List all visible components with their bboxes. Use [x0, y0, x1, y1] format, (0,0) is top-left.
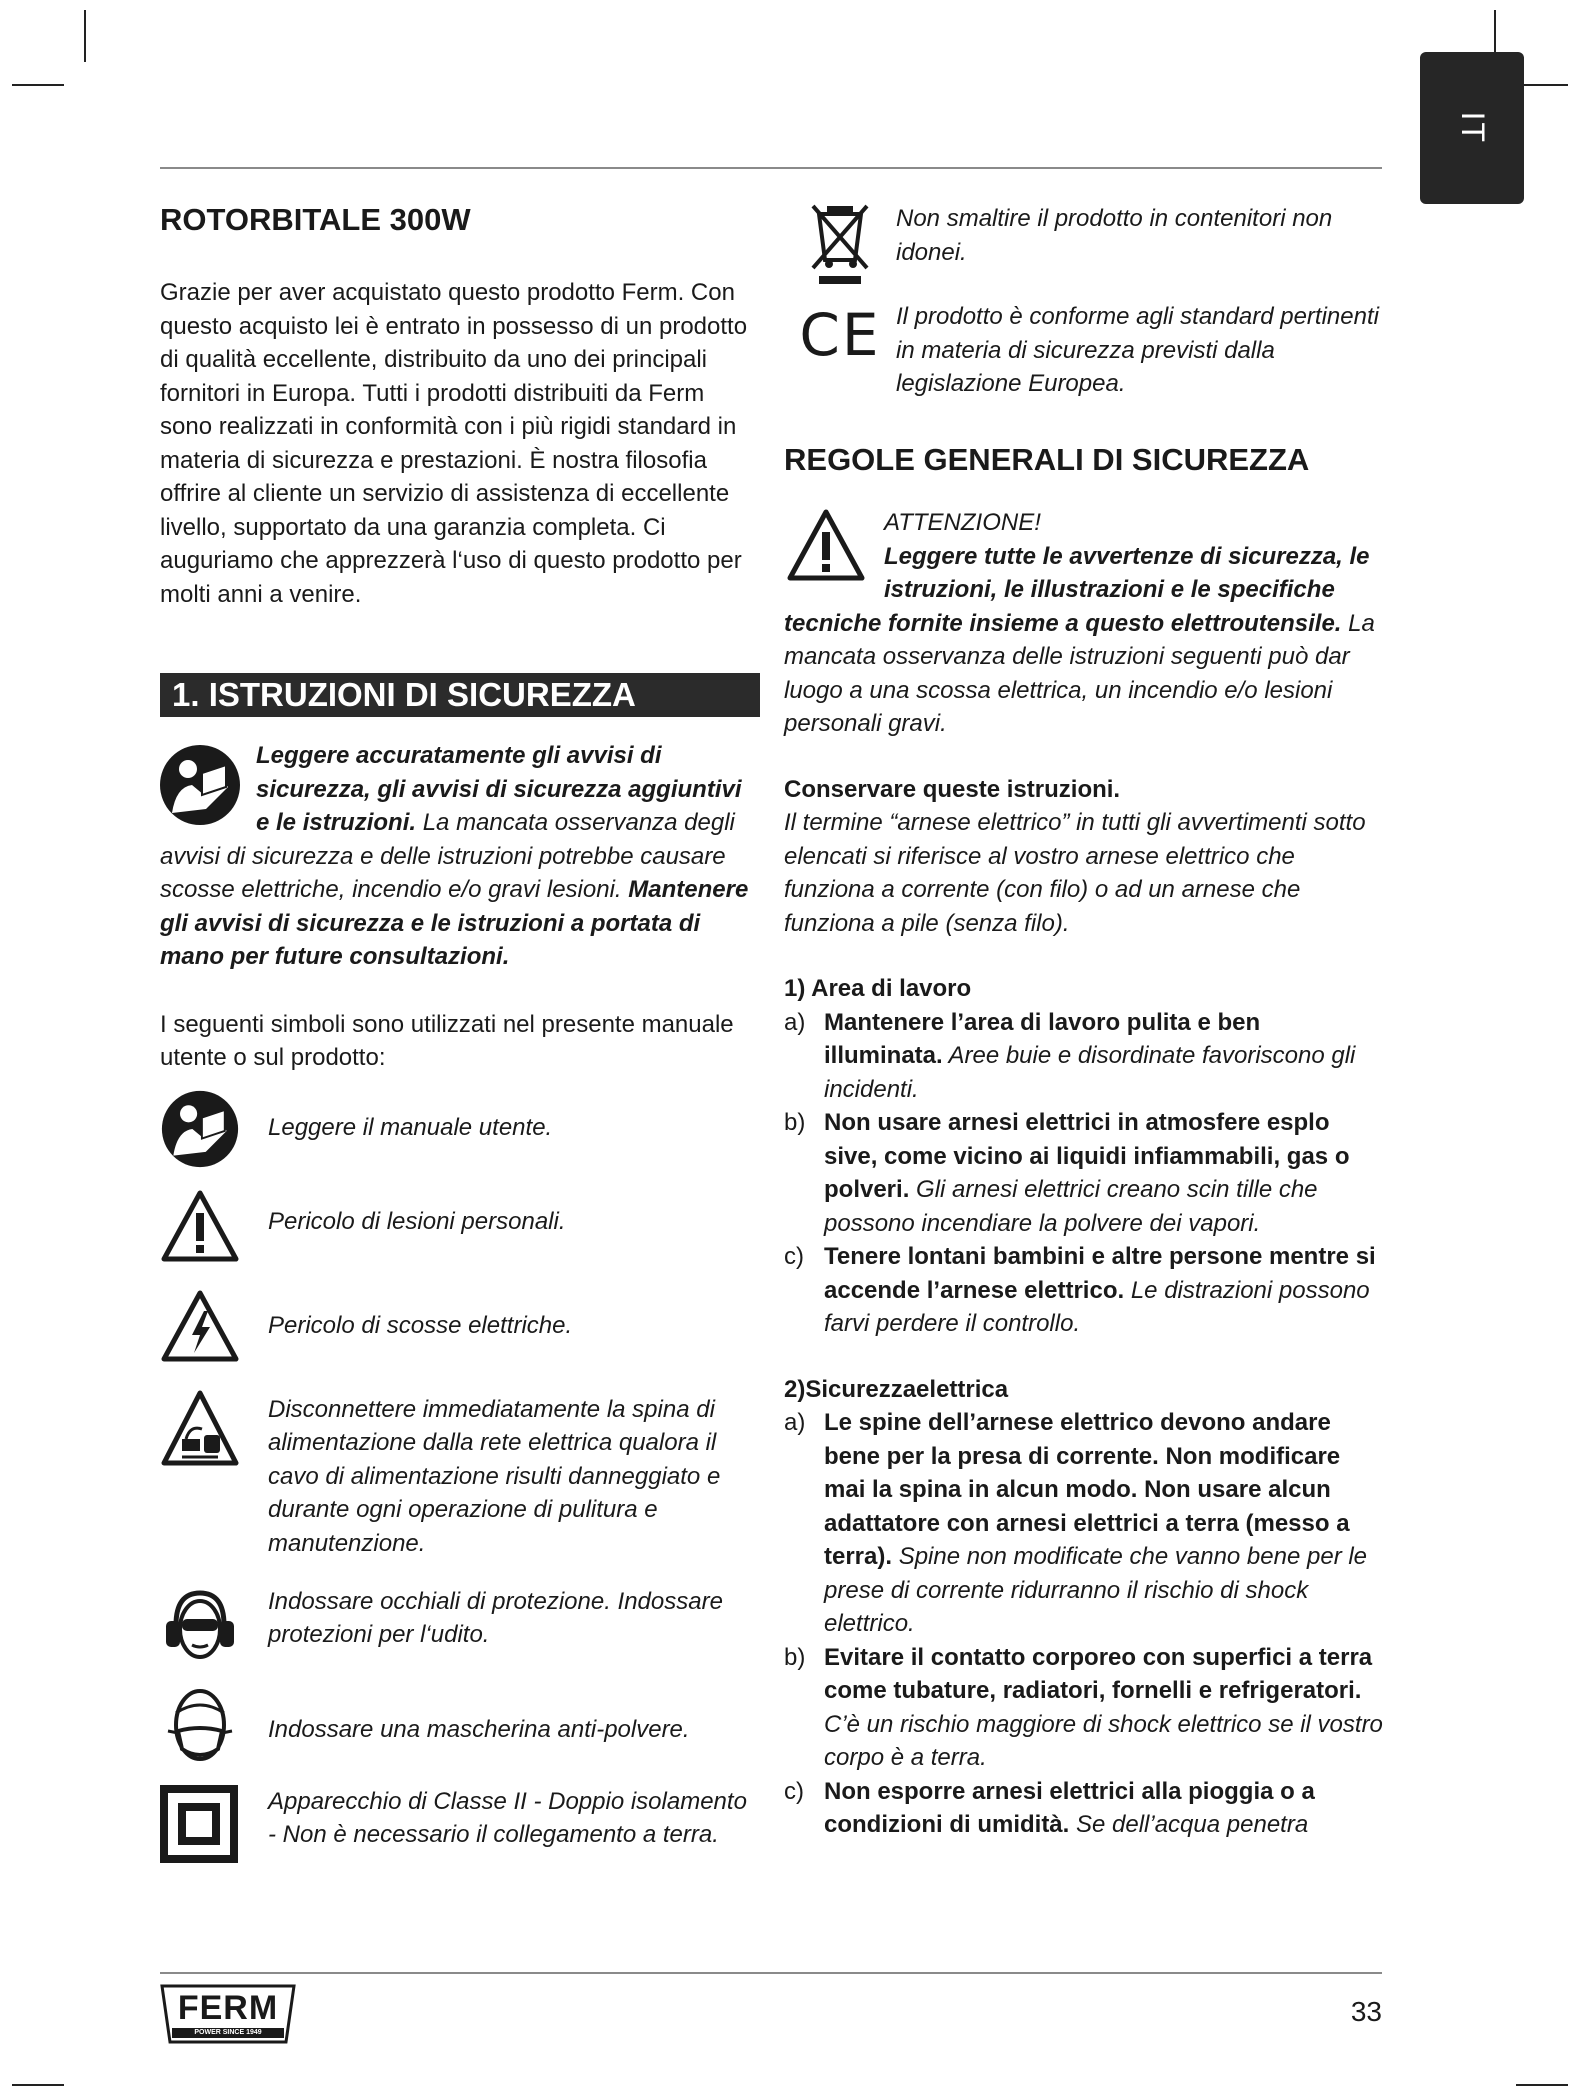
right-column	[784, 200, 1384, 1842]
list-item: a) Mantenere l’area di lavoro pulita e ben illuminata. Aree buie e disordinate favoriscono gli incidenti.	[784, 1008, 1356, 1103]
dust-mask-icon	[160, 1685, 240, 1765]
read-bold-text: Leggere accuratamente gli avvisi di sicurezza, gli avvisi di sicurezza aggiuntivi e le istruzioni.	[256, 742, 742, 836]
electrical-safety-list	[784, 1406, 1384, 1842]
attention-label: ATTENZIONE!	[884, 509, 1041, 536]
electric-shock-icon	[160, 1289, 240, 1363]
work-area-list	[784, 1006, 1384, 1341]
weee-row	[784, 200, 1384, 300]
crop-mark	[12, 2084, 64, 2086]
list-item: b) Non usare arnesi elettrici in atmosfere esplo sive, come vicino ai liquidi infiammabili, gas o polveri. Gli arnesi elettrici creano scin tille che possono incendiare la polvere dei vapori.	[784, 1109, 1350, 1237]
symbol-text: Leggere il manuale utente.	[268, 1113, 553, 1141]
list-item: c) Tenere lontani bambini e altre persone mentre si accende l’arnese elettrico. Le distrazioni possono farvi perdere il controllo.	[784, 1243, 1376, 1337]
attention-block	[784, 506, 1384, 741]
symbol-text: Pericolo di lesioni personali.	[268, 1207, 566, 1235]
symbol-row	[160, 1389, 760, 1585]
class-ii-icon	[160, 1785, 238, 1863]
crossed-bin-icon	[807, 200, 873, 284]
goggles-earmuffs-icon	[160, 1585, 240, 1665]
symbol-row	[160, 1189, 760, 1289]
list-item: b) Evitare il contatto corporeo con superfici a terra come tubature, radiatori, fornelli e refrigeratori. C’è un rischio maggiore di shock elettrico se il vostro corpo è a terra.	[784, 1643, 1383, 1771]
read-italic-text: La mancata osservanza degli avvisi di sicurezza e delle istruzioni potrebbe causare scosse elettriche, incendio e/o gravi lesioni.	[160, 809, 735, 903]
symbol-row	[160, 1585, 760, 1685]
bottom-rule	[160, 1972, 1382, 1974]
list-item: c) Non esporre arnesi elettrici alla pioggia o a condizioni di umidità. Se dell’acqua penetra	[784, 1777, 1315, 1838]
crop-mark	[12, 84, 64, 86]
keep-instructions-heading: Conservare queste istruzioni.	[784, 775, 1121, 803]
list-item: a) Le spine dell’arnese elettrico devono andare bene per la presa di corrente. Non modificare mai la spina in alcun modo. Non usare alcun adattatore con arnesi elettrici a terra (messo a terra). Spine non modificate che vanno bene per le prese di corrente ridurranno il rischio di shock elettrico.	[784, 1409, 1368, 1637]
work-area-heading: 1) Area di lavoro	[784, 975, 972, 1002]
symbols-list	[160, 1089, 760, 1895]
ferm-logo	[158, 1984, 298, 2044]
symbol-text: Apparecchio di Classe II - Doppio isolamento - Non è necessario il collegamento a terra.	[268, 1787, 747, 1848]
crop-mark	[84, 10, 86, 62]
language-tab: IT	[1420, 52, 1524, 204]
left-column	[160, 200, 760, 1895]
keep-instructions-text: Il termine “arnese elettrico” in tutti gli avvertimenti sotto elencati si riferisce al vostro arnese elettrico che funziona a corrente (con filo) o ad un arnese che funziona a pile (senza filo).	[784, 809, 1366, 937]
symbol-row	[160, 1289, 760, 1389]
ce-mark-icon: CE	[799, 301, 881, 369]
intro-paragraph: Grazie per aver acquistato questo prodotto Ferm. Con questo acquisto lei è entrato in possesso di un prodotto di qualità eccellente, distribuito da uno dei principali fornitori in Europa. Tutti i prodotti distribuiti da Ferm sono realizzati in conformità con i più rigidi standard in materia di sicurezza e prestazioni. È nostra filosofia offrire al cliente un servizio di assistenza di eccellente livello, supportato da una garanzia completa. Ci auguriamo che apprezzerà l‘uso di questo prodotto per molti anni a venire.	[160, 279, 748, 608]
warning-triangle-icon	[160, 1189, 240, 1263]
section-heading: 1. ISTRUZIONI DI SICUREZZA	[160, 673, 760, 717]
rules-heading: REGOLE GENERALI DI SICUREZZA	[784, 442, 1310, 477]
ce-row	[784, 300, 1384, 400]
top-rule	[160, 167, 1382, 169]
electrical-safety-heading: 2)Sicurezzaelettrica	[784, 1375, 1009, 1403]
symbol-text: Pericolo di scosse elettriche.	[268, 1311, 573, 1339]
logo-text: FERM	[177, 1989, 279, 2027]
product-title: ROTORBITALE 300W	[160, 202, 471, 237]
read-instructions-block	[160, 739, 760, 974]
weee-text: Non smaltire il prodotto in contenitori non idonei.	[896, 205, 1333, 266]
read-manual-icon	[160, 1089, 240, 1169]
symbol-text: Disconnettere immediatamente la spina di alimentazione dalla rete elettrica qualora il cavo di alimentazione risulti danneggiato e durante ogni operazione di pulitura e manutenzione.	[268, 1395, 721, 1557]
symbol-text: Indossare una mascherina anti-polvere.	[268, 1715, 690, 1743]
symbol-row	[160, 1685, 760, 1785]
attention-italic-text: La mancata osservanza delle istruzioni seguenti può dar luogo a una scossa elettrica, un incendio e/o lesioni personali gravi.	[784, 609, 1375, 737]
symbol-text: Indossare occhiali di protezione. Indossare protezioni per l‘udito.	[268, 1587, 723, 1648]
unplug-icon	[160, 1389, 240, 1469]
crop-mark	[1516, 2084, 1568, 2086]
read-manual-icon	[158, 743, 242, 827]
symbol-row	[160, 1785, 760, 1895]
logo-subtext: POWER SINCE 1949	[194, 2029, 262, 2036]
symbol-row	[160, 1089, 760, 1189]
symbols-intro: I seguenti simboli sono utilizzati nel presente manuale utente o sul prodotto:	[160, 1010, 734, 1071]
ce-text: Il prodotto è conforme agli standard pertinenti in materia di sicurezza previsti dalla legislazione Europea.	[896, 303, 1379, 397]
page-number: 33	[1350, 1996, 1382, 2027]
read-bold-text-2: Mantenere gli avvisi di sicurezza e le istruzioni a portata di mano per future consultazioni.	[160, 876, 749, 970]
warning-triangle-icon	[786, 508, 866, 582]
attention-bold-text: Leggere tutte le avvertenze di sicurezza, le istruzioni, le illustrazioni e le specifiche tecniche fornite insieme a questo elettroutensile.	[784, 542, 1370, 637]
